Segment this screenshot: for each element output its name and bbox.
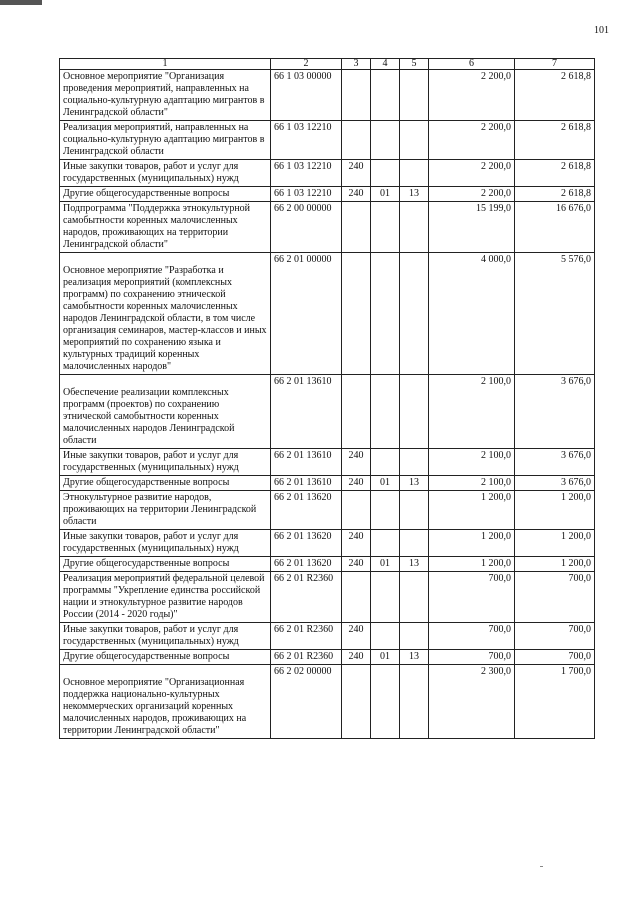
row-col-7: 16 676,0 [515, 202, 595, 253]
row-col-6: 1 200,0 [429, 491, 515, 530]
row-col-4 [371, 530, 400, 557]
row-col-7: 700,0 [515, 572, 595, 623]
table-row [60, 70, 595, 121]
row-col-7: 5 576,0 [515, 253, 595, 375]
header-col-6: 6 [429, 59, 515, 70]
row-name: Реализация мероприятий федеральной целевой программы "Укрепление единства российской нации и этнокультурное развитие народов России (2014 - 2020 годы)" [60, 572, 271, 623]
row-code: 66 2 01 13620 [271, 530, 342, 557]
table-row [60, 665, 595, 739]
row-col-3 [342, 70, 371, 121]
row-name: Другие общегосударственные вопросы [60, 476, 271, 491]
row-code: 66 2 01 00000 [271, 253, 342, 375]
row-col-3: 240 [342, 476, 371, 491]
row-col-3: 240 [342, 187, 371, 202]
row-col-4 [371, 623, 400, 650]
row-col-7: 1 200,0 [515, 557, 595, 572]
row-code: 66 2 01 13610 [271, 449, 342, 476]
row-col-5 [400, 375, 429, 449]
row-name: Реализация мероприятий, направленных на социально-культурную адаптацию мигрантов в Ленинградской области [60, 121, 271, 160]
row-col-4: 01 [371, 650, 400, 665]
table-row [60, 530, 595, 557]
row-col-6: 2 200,0 [429, 187, 515, 202]
table-row [60, 650, 595, 665]
row-col-4 [371, 253, 400, 375]
row-col-5 [400, 121, 429, 160]
row-col-5 [400, 572, 429, 623]
row-col-4 [371, 665, 400, 739]
row-col-3: 240 [342, 623, 371, 650]
row-code: 66 2 01 13620 [271, 491, 342, 530]
scan-speck [540, 866, 543, 867]
row-col-6: 2 200,0 [429, 121, 515, 160]
row-name: Основное мероприятие "Организация проведения мероприятий, направленных на социально-культурную адаптацию мигрантов в Ленинградской области" [60, 70, 271, 121]
row-col-7: 2 618,8 [515, 160, 595, 187]
table-row [60, 623, 595, 650]
row-col-3: 240 [342, 449, 371, 476]
row-col-5: 13 [400, 187, 429, 202]
row-col-4: 01 [371, 476, 400, 491]
row-name: Этнокультурное развитие народов, проживающих на территории Ленинградской области [60, 491, 271, 530]
row-col-4 [371, 160, 400, 187]
table-row [60, 491, 595, 530]
row-col-4 [371, 449, 400, 476]
row-col-5 [400, 70, 429, 121]
row-col-6: 700,0 [429, 572, 515, 623]
row-name: Другие общегосударственные вопросы [60, 557, 271, 572]
table-row [60, 557, 595, 572]
row-col-3: 240 [342, 530, 371, 557]
row-col-5 [400, 202, 429, 253]
header-col-1: 1 [60, 59, 271, 70]
row-col-3 [342, 121, 371, 160]
row-col-4 [371, 202, 400, 253]
header-col-5: 5 [400, 59, 429, 70]
row-col-4: 01 [371, 187, 400, 202]
row-code: 66 2 01 R2360 [271, 650, 342, 665]
row-col-6: 700,0 [429, 623, 515, 650]
row-name: Подпрограмма "Поддержка этнокультурной самобытности коренных малочисленных народов, проживающих на территории Ленинградской области" [60, 202, 271, 253]
row-col-4 [371, 121, 400, 160]
row-code: 66 2 01 13610 [271, 476, 342, 491]
row-col-5 [400, 160, 429, 187]
row-code: 66 1 03 00000 [271, 70, 342, 121]
row-col-7: 2 618,8 [515, 70, 595, 121]
row-col-4 [371, 375, 400, 449]
table-row [60, 476, 595, 491]
table-header-row [60, 59, 595, 70]
row-col-7: 3 676,0 [515, 449, 595, 476]
row-col-6: 2 200,0 [429, 70, 515, 121]
row-col-6: 2 100,0 [429, 449, 515, 476]
row-col-7: 2 618,8 [515, 187, 595, 202]
table-row [60, 375, 595, 449]
row-col-6: 1 200,0 [429, 557, 515, 572]
row-name: Другие общегосударственные вопросы [60, 650, 271, 665]
page-number: 101 [594, 25, 609, 36]
row-col-5: 13 [400, 476, 429, 491]
row-col-5 [400, 623, 429, 650]
row-col-6: 2 300,0 [429, 665, 515, 739]
table-row [60, 253, 595, 375]
row-code: 66 1 03 12210 [271, 160, 342, 187]
row-code: 66 2 02 00000 [271, 665, 342, 739]
table-row [60, 121, 595, 160]
row-col-5: 13 [400, 557, 429, 572]
row-col-3 [342, 491, 371, 530]
row-col-6: 1 200,0 [429, 530, 515, 557]
table-row [60, 202, 595, 253]
table-row [60, 160, 595, 187]
row-name: Обеспечение реализации комплексных программ (проектов) по сохранению этнической самобытности коренных малочисленных народов Ленинградской области [60, 375, 271, 449]
header-col-7: 7 [515, 59, 595, 70]
row-code: 66 2 01 R2360 [271, 572, 342, 623]
header-col-4: 4 [371, 59, 400, 70]
row-col-3 [342, 253, 371, 375]
row-col-5 [400, 665, 429, 739]
row-col-7: 1 700,0 [515, 665, 595, 739]
row-col-5 [400, 449, 429, 476]
row-col-7: 3 676,0 [515, 476, 595, 491]
table-row [60, 449, 595, 476]
row-col-3 [342, 202, 371, 253]
row-col-6: 4 000,0 [429, 253, 515, 375]
row-name: Другие общегосударственные вопросы [60, 187, 271, 202]
row-code: 66 2 01 R2360 [271, 623, 342, 650]
row-name: Основное мероприятие "Организационная поддержка национально-культурных некоммерческих организаций коренных малочисленных народов, проживающих на территории Ленинградской области" [60, 665, 271, 739]
row-col-3 [342, 375, 371, 449]
row-name: Иные закупки товаров, работ и услуг для государственных (муниципальных) нужд [60, 160, 271, 187]
scan-edge-mark [0, 0, 42, 5]
row-col-3: 240 [342, 650, 371, 665]
row-col-3 [342, 665, 371, 739]
row-name: Основное мероприятие "Разработка и реализация мероприятий (комплексных программ) по сохранению этнической самобытности коренных малочисленных народов Ленинградской области, в том числе организация семинаров, мастер-классов и иных мероприятий по сохранению языка и культурных традиций коренных малочисленных народов" [60, 253, 271, 375]
row-col-7: 1 200,0 [515, 530, 595, 557]
row-code: 66 1 03 12210 [271, 187, 342, 202]
row-col-6: 700,0 [429, 650, 515, 665]
row-col-4: 01 [371, 557, 400, 572]
row-col-7: 700,0 [515, 650, 595, 665]
row-col-4 [371, 572, 400, 623]
row-col-6: 15 199,0 [429, 202, 515, 253]
row-code: 66 1 03 12210 [271, 121, 342, 160]
row-code: 66 2 01 13620 [271, 557, 342, 572]
header-col-3: 3 [342, 59, 371, 70]
row-col-4 [371, 491, 400, 530]
row-name: Иные закупки товаров, работ и услуг для государственных (муниципальных) нужд [60, 530, 271, 557]
row-col-3: 240 [342, 557, 371, 572]
row-col-3: 240 [342, 160, 371, 187]
table-row [60, 572, 595, 623]
row-col-6: 2 100,0 [429, 375, 515, 449]
row-code: 66 2 01 13610 [271, 375, 342, 449]
budget-table [59, 58, 595, 739]
row-col-4 [371, 70, 400, 121]
row-col-7: 3 676,0 [515, 375, 595, 449]
table-row [60, 187, 595, 202]
row-col-6: 2 200,0 [429, 160, 515, 187]
row-col-7: 2 618,8 [515, 121, 595, 160]
row-col-3 [342, 572, 371, 623]
row-col-5: 13 [400, 650, 429, 665]
row-col-5 [400, 530, 429, 557]
row-col-5 [400, 491, 429, 530]
row-code: 66 2 00 00000 [271, 202, 342, 253]
header-col-2: 2 [271, 59, 342, 70]
row-col-6: 2 100,0 [429, 476, 515, 491]
row-name: Иные закупки товаров, работ и услуг для государственных (муниципальных) нужд [60, 449, 271, 476]
row-name: Иные закупки товаров, работ и услуг для государственных (муниципальных) нужд [60, 623, 271, 650]
row-col-5 [400, 253, 429, 375]
row-col-7: 700,0 [515, 623, 595, 650]
row-col-7: 1 200,0 [515, 491, 595, 530]
